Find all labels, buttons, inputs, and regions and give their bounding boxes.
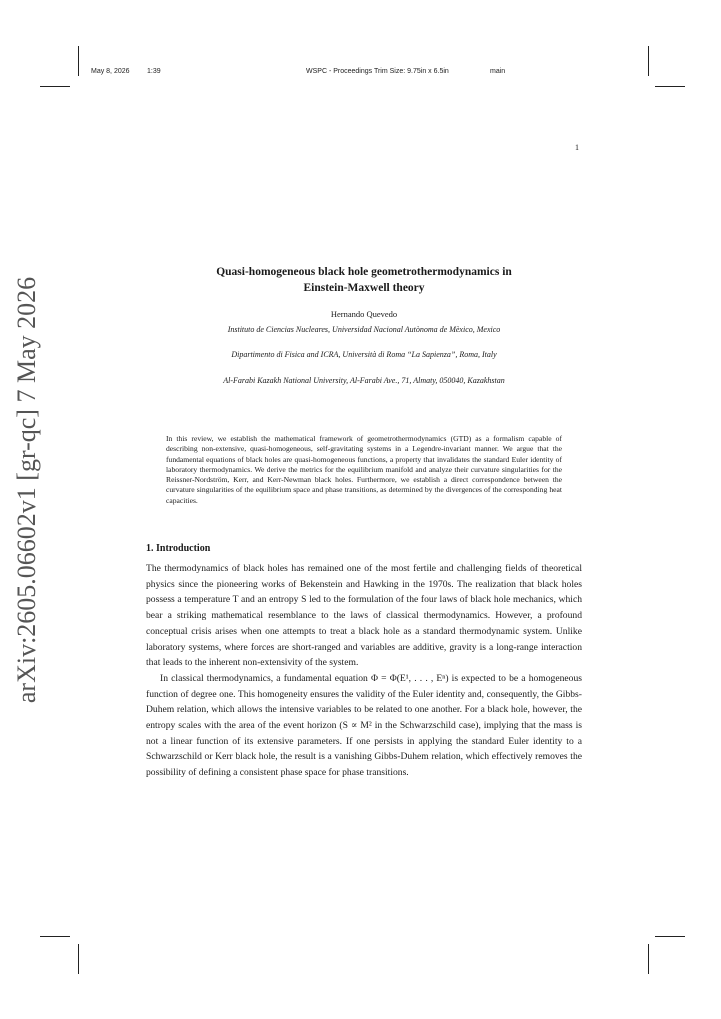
crop-mark-bottom-left-vertical — [78, 944, 79, 974]
crop-mark-top-right-vertical — [648, 46, 649, 76]
paper-title-line-2: Einstein-Maxwell theory — [303, 282, 425, 294]
affiliation-2: Dipartimento di Fisica and ICRA, Università di Roma “La Sapienza”, Roma, Italy — [231, 350, 497, 359]
affiliation-1: Instituto de Ciencias Nucleares, Universidad Nacional Autònoma de Mèxico, Mexico — [227, 325, 501, 334]
affiliation-3: Al-Farabi Kazakh National University, Al-Farabi Ave., 71, Almaty, 050040, Kazakhstan — [223, 376, 505, 385]
arxiv-stamp-text: arXiv:2605.06602v1 [gr-qc] 7 May 2026 — [12, 276, 41, 704]
author-name: Hernando Quevedo — [330, 309, 398, 319]
header-file-name: main — [490, 68, 506, 75]
abstract: In this review, we establish the mathematical framework of geometrothermodynamics (GTD) as a formalism capable of describing non-extensive, quasi-homogeneous, self-gravitating systems in a Legendre-invariant manner. We argue that the fundamental equations of black holes are quasi-homogeneous functions, a property that invalidates the standard Euler identity of laboratory thermodynamics. We derive the metrics for the equilibrium manifold and analyze their curvature singularities for the Reissner-Nordström, Kerr, and Kerr-Newman black holes. Furthermore, we establish a direct correspondence between the curvature singularities of the equilibrium space and phase transitions, as determined by the divergences of the corresponding heat capacities. — [166, 434, 562, 505]
header-trim-size: WSPC - Proceedings Trim Size: 9.75in x 6.5in — [306, 68, 449, 75]
arxiv-stamp — [6, 276, 48, 704]
crop-mark-bottom-left-horizontal — [40, 936, 70, 937]
paper-title-line-1: Quasi-homogeneous black hole geometrothermodynamics in — [216, 266, 512, 278]
crop-mark-bottom-right-horizontal — [655, 936, 685, 937]
crop-mark-top-left-horizontal — [40, 86, 70, 87]
header-time: 1:39 — [147, 68, 161, 75]
crop-mark-top-left-vertical — [78, 46, 79, 76]
section-heading: 1. Introduction — [146, 543, 211, 554]
body-text — [146, 561, 582, 781]
paragraph-2: In classical thermodynamics, a fundamental equation Φ = Φ(E¹, . . . , Eⁿ) is expected to be a homogeneous function of degree one. This homogeneity ensures the validity of the Euler identity and, consequently, the Gibbs-Duhem relation, which allows the intensive variables to be related to one another. For a black hole, however, the entropy scales with the area of the event horizon (S ∝ M² in the Schwarzschild case), implying that the mass is not a linear function of its extensive parameters. If one persists in applying the standard Euler identity to a Schwarzschild or Kerr black hole, the result is a vanishing Gibbs-Duhem relation, which effectively removes the possibility of defining a consistent phase space for phase transitions. — [146, 672, 582, 779]
paragraph-1: The thermodynamics of black holes has remained one of the most fertile and challenging fields of theoretical physics since the pioneering works of Bekenstein and Hawking in the 1970s. The realization that black holes possess a temperature T and an entropy S led to the formulation of the four laws of black hole mechanics, which bear a striking mathematical resemblance to the laws of classical thermodynamics. However, a profound conceptual crisis arises when one attempts to treat a black hole as a standard thermodynamic system. Unlike laboratory systems, where forces are short-ranged and variables are additive, gravity is a long-range interaction that leads to the inherent non-extensivity of the system. — [146, 563, 582, 669]
header-date: May 8, 2026 — [91, 68, 130, 75]
crop-mark-bottom-right-vertical — [648, 944, 649, 974]
crop-mark-top-right-horizontal — [655, 86, 685, 87]
paper-title — [146, 264, 582, 296]
page-number: 1 — [575, 143, 579, 152]
